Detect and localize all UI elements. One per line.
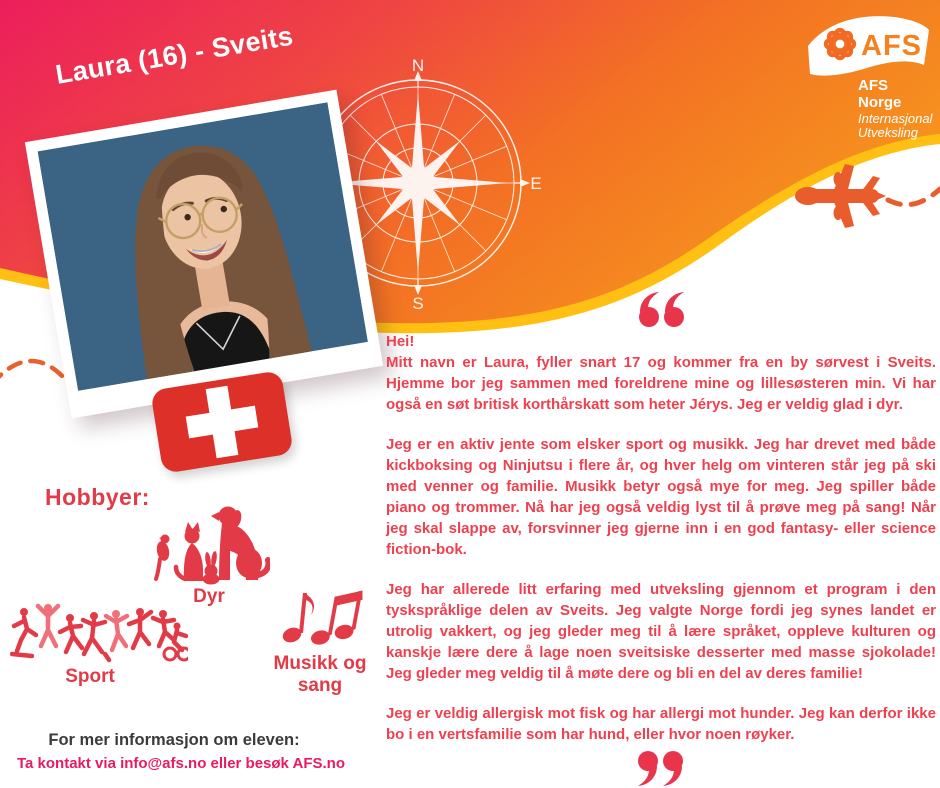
contact-info-line: For mer informasjon om eleven: xyxy=(48,731,300,749)
contact-link-line: Ta kontakt via info@afs.no eller besøk AFS.no xyxy=(16,755,346,772)
afs-org-name: AFS Norge xyxy=(858,77,902,111)
afs-org-block xyxy=(858,78,934,141)
hobby-label-animals: Dyr xyxy=(193,586,225,607)
open-quote-icon xyxy=(638,292,684,327)
compass-south-label: S xyxy=(412,294,424,313)
afs-logo xyxy=(798,8,934,141)
quote-greeting: Hei! xyxy=(386,333,415,350)
student-photo xyxy=(38,102,368,391)
compass-north-label: N xyxy=(411,56,425,75)
hobby-label-music: Musikk og sang xyxy=(273,653,367,696)
quote-paragraph-4: Jeg er veldig allergisk mot fisk og har allergi mot hunder. Jeg kan derfor ikke bo i en vertsfamilie som har hund, eller hvor noen røyker. xyxy=(386,705,936,743)
afs-flag-logo-icon xyxy=(798,8,934,78)
sports-people-icon xyxy=(10,596,188,668)
dashed-arc-icon xyxy=(0,361,66,384)
compass-east-label: E xyxy=(530,174,542,193)
quote-text-block xyxy=(386,331,936,745)
afs-org-line1: Internasjonal xyxy=(858,110,933,126)
quote-paragraph-2: Jeg er en aktiv jente som elsker sport og musikk. Jeg har drevet med både kickboksing og Ninjutsu i flere år, og hver helg om vinteren står jeg på ski med venner og familie. Musikk betyr også mye for meg. Jeg spiller både piano og trommer. Nå har jeg også veldig lyst til å prøve meg på sang! Når jeg skal slappe av, forsvinner jeg gjerne inn i en god fantasy- eller science fiction-bok. xyxy=(386,436,936,558)
quote-paragraph-3: Jeg har allerede litt erfaring med utveksling gjennom et program i den tyskspråklige delen av Sveits. Jeg valgte Norge fordi jeg synes landet er utrolig vakkert, og jeg gleder meg til å lære språket, oppleve kulturen og kanskje lære dere å lage noen sveitsiske desserter med masse sjokolade! Jeg gleder meg veldig til å møte dere og bli en del av deres familie! xyxy=(386,581,936,682)
page-title: Laura (16) - Sveits xyxy=(53,20,296,90)
dashed-trail-icon xyxy=(888,189,940,205)
quote-paragraph-1: Mitt navn er Laura, fyller snart 17 og kommer fra en by sørvest i Sveits. Hjemme bor jeg sammen med foreldrene mine og lillesøsteren min. Vi har også en søt britisk korthårskatt som heter Jérys. Jeg er veldig glad i dyr. xyxy=(386,354,936,413)
music-notes-icon xyxy=(276,563,366,651)
hobby-label-sport: Sport xyxy=(65,666,115,687)
student-photo-frame xyxy=(25,90,383,419)
animals-icon xyxy=(148,501,270,585)
student-quote xyxy=(386,292,936,786)
afs-org-line2: Utveksling xyxy=(858,125,918,141)
close-quote-icon xyxy=(638,751,684,786)
hobbies-heading: Hobbyer: xyxy=(45,484,150,510)
afs-brand-text: AFS xyxy=(861,30,922,62)
